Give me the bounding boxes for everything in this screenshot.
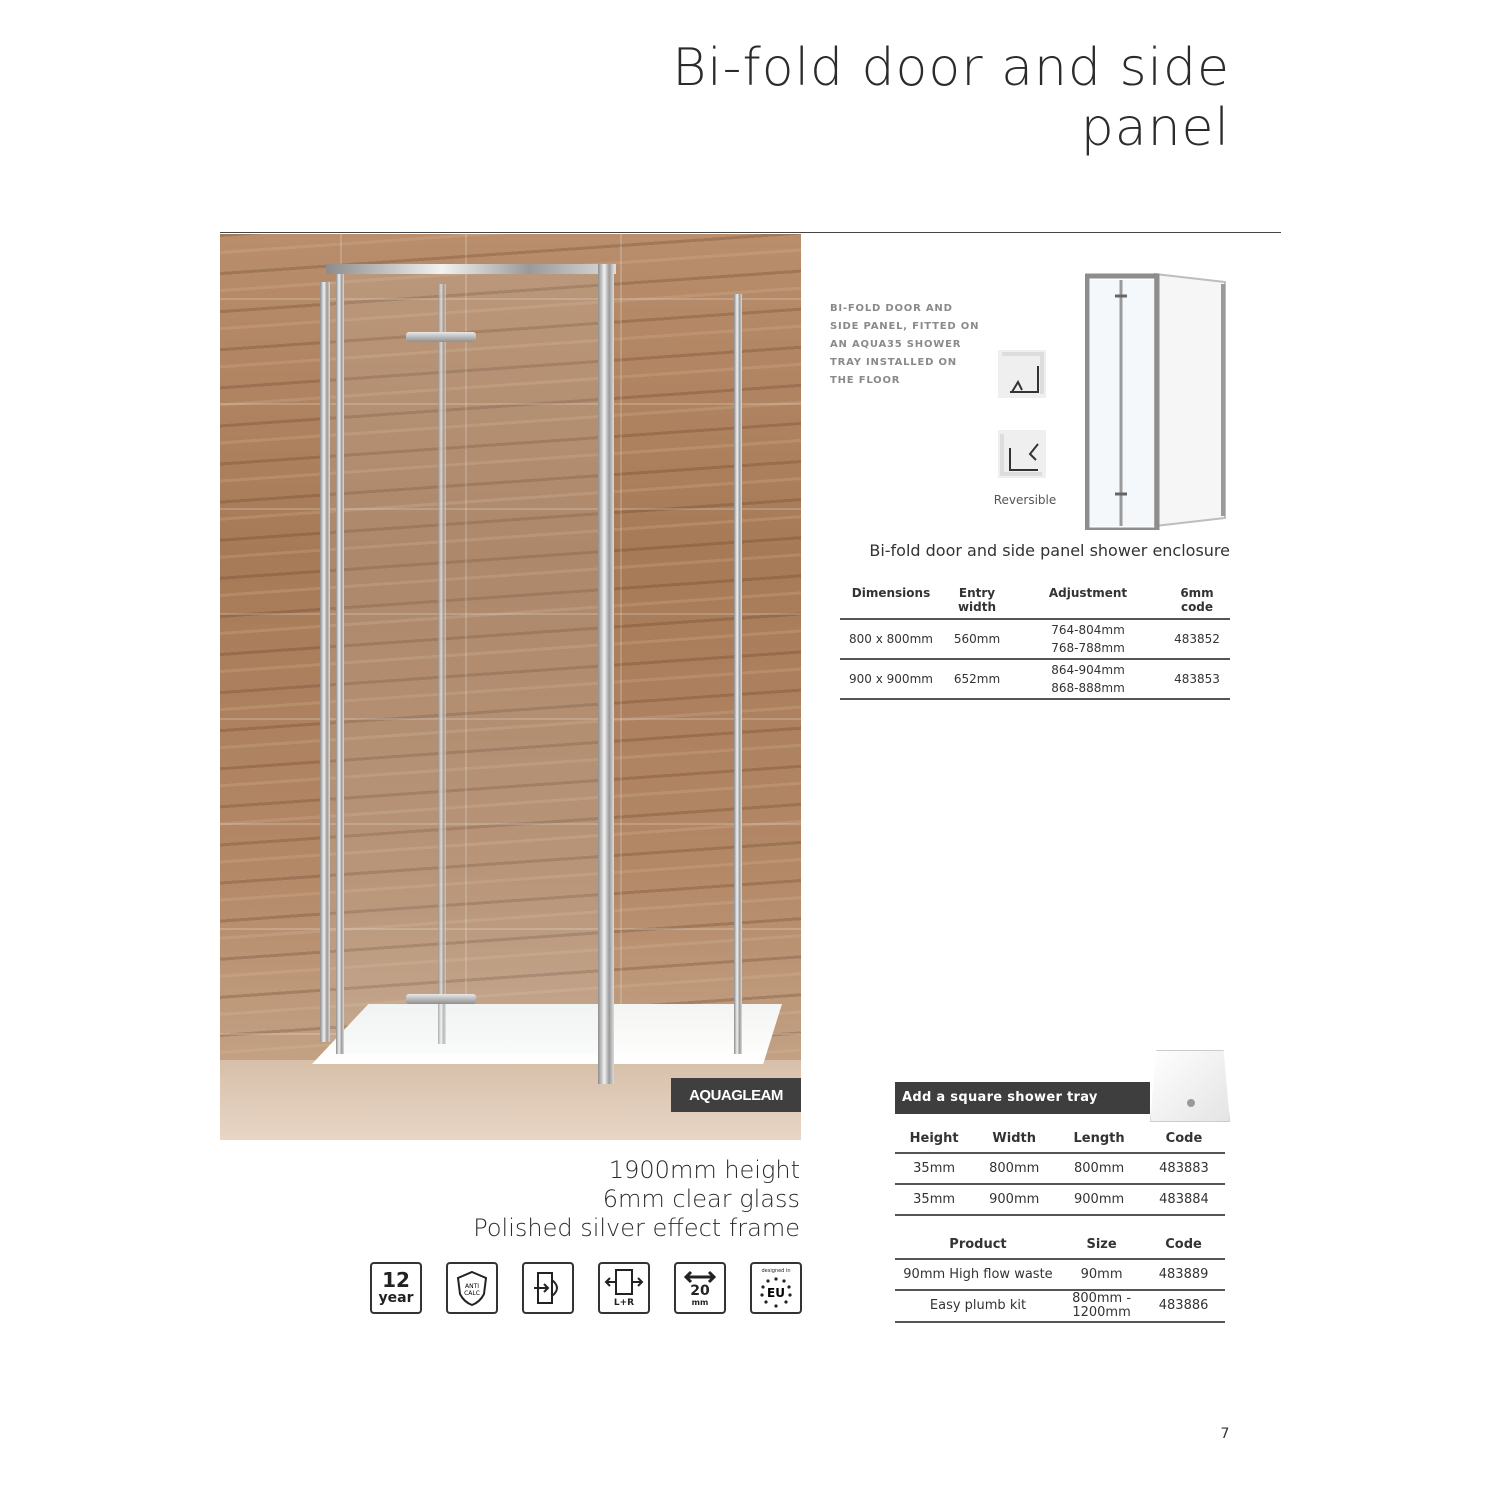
door-opening-icon — [522, 1262, 574, 1314]
table-row: 900 x 900mm 652mm 864-904mm 868-888mm 483853 — [840, 659, 1230, 699]
col-dimensions: Dimensions — [840, 582, 942, 619]
aquagleam-badge: AQUAGLEAM — [671, 1078, 801, 1112]
warranty-12-year-icon: 12 year — [370, 1262, 422, 1314]
table-row: 35mm 800mm 800mm 483883 — [895, 1153, 1225, 1184]
reversible-label: Reversible — [993, 493, 1057, 507]
shower-tray-image — [1150, 1050, 1230, 1122]
col-entry-width: Entry width — [942, 582, 1012, 619]
adjustment-20mm-icon: 20 mm — [674, 1262, 726, 1314]
enclosure-table — [840, 582, 1230, 700]
door-diagram-right-icon — [998, 350, 1046, 398]
table-row: Easy plumb kit 800mm - 1200mm 483886 — [895, 1290, 1225, 1322]
col-adjustment: Adjustment — [1012, 582, 1164, 619]
table-row: 90mm High flow waste 90mm 483889 — [895, 1259, 1225, 1290]
tray-section-heading: Add a square shower tray — [895, 1082, 1150, 1114]
reversible-lr-icon: L+R — [598, 1262, 650, 1314]
page-number: 7 — [1220, 1426, 1230, 1442]
feature-icons — [370, 1262, 802, 1318]
page-title: Bi-fold door and side panel — [672, 38, 1230, 158]
svg-text:CALC: CALC — [464, 1290, 480, 1297]
photo-caption: BI-FOLD DOOR AND SIDE PANEL, FITTED ON AN AQUA35 SHOWER TRAY INSTALLED ON THE FLOOR — [830, 303, 980, 386]
feature-frame: Polished silver effect frame — [473, 1214, 800, 1242]
table-row: 800 x 800mm 560mm 764-804mm 768-788mm 483852 — [840, 619, 1230, 659]
header-divider — [220, 232, 1281, 233]
feature-list — [420, 1156, 800, 1243]
enclosure-table-title: Bi-fold door and side panel shower enclosure — [869, 541, 1230, 560]
svg-text:EU: EU — [767, 1286, 785, 1300]
table-row: 35mm 900mm 900mm 483884 — [895, 1184, 1225, 1215]
feature-height: 1900mm height — [608, 1156, 800, 1184]
product-photo — [220, 234, 801, 1140]
door-diagram-left-icon — [998, 430, 1046, 478]
anti-calc-shield-icon — [446, 1262, 498, 1314]
enclosure-render — [1085, 268, 1230, 530]
accessories-table: Product Size Code 90mm High flow waste 90mm 483889 Easy plumb kit 800mm - 1200mm 483886 — [895, 1230, 1225, 1323]
designed-in-eu-icon: designed in EU — [750, 1262, 802, 1314]
col-code: 6mm code — [1164, 582, 1230, 619]
tray-table: Height Width Length Code 35mm 800mm 800mm 483883 35mm 900mm 900mm 483884 — [895, 1124, 1225, 1216]
feature-glass: 6mm clear glass — [602, 1185, 800, 1213]
svg-text:ANTI: ANTI — [464, 1283, 480, 1290]
